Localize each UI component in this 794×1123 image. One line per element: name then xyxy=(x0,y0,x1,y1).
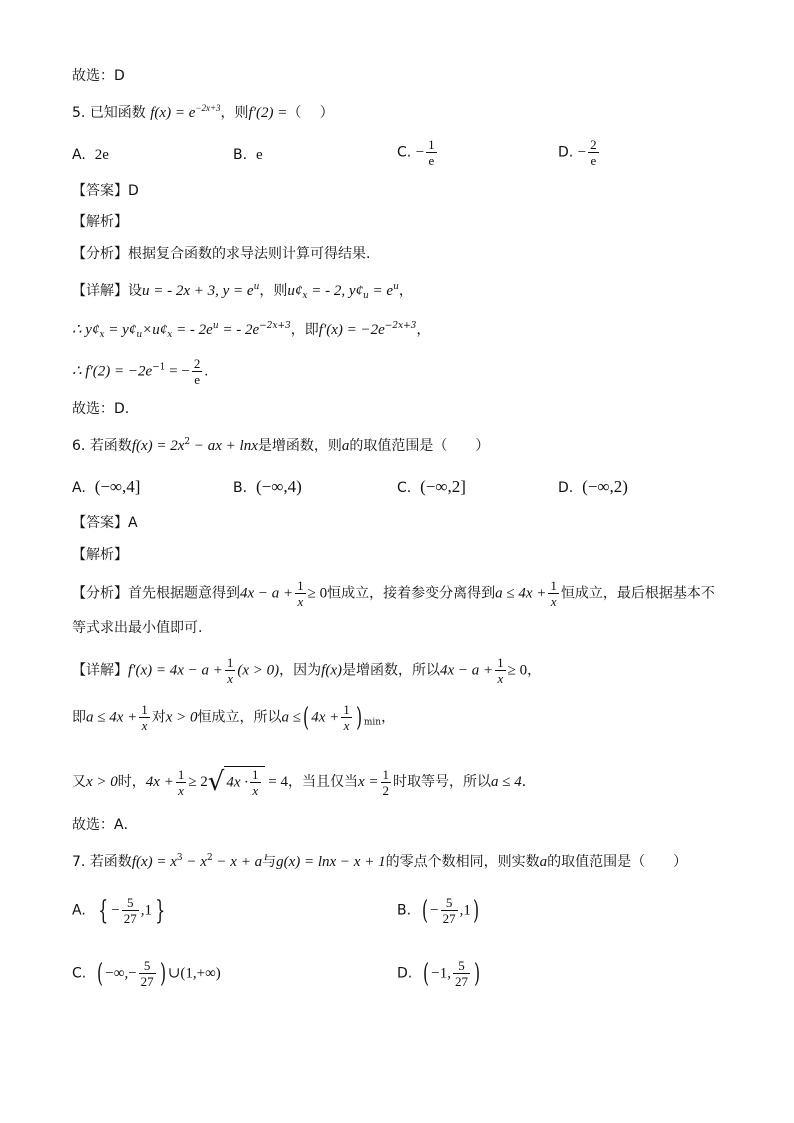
q6-option-d: D. (−∞,2) xyxy=(558,477,628,496)
q5-paren: （ ） xyxy=(287,105,334,121)
q6-detail-3: 又x > 0时，4x + $\frac{1}{x}$ ≥ 2√ 4x · $\frac{1}{x}$ = 4，当且仅当x = $\frac{1}{2}$ 时取等号，所以a ≤ 4． xyxy=(72,766,536,798)
q5-detail-2: ∴ $y¢_x$ = $y¢_u\times u¢_x$ = - $2e^u$ = - $2e^{-2x+3}$，即$f'(x) = -2e^{-2x+3}$， xyxy=(72,321,431,340)
q5-jiexi: 【解析】 xyxy=(72,214,128,230)
q6-option-c: C. (−∞,2] xyxy=(397,477,466,496)
q5-option-d: D. − $\frac{2}{e}$ xyxy=(558,137,597,168)
q5-stem xyxy=(72,103,334,123)
q5-analysis: 【分析】根据复合函数的求导法则计算可得结果. xyxy=(72,246,371,262)
q6-detail-2: 即a ≤ 4x + $\frac{1}{x}$ 对x > 0恒成立，所以a ≤( 4x + $\frac{1}{x}$ ) $_{min}$， xyxy=(72,702,396,733)
q7-stem: 7. 若函数$f(x) = x^3 - x^2 - x + a$与g(x) = lnx − x + 1的零点个数相同，则实数a的取值范围是（ ） xyxy=(72,853,688,870)
q5-number: 5. xyxy=(72,105,90,121)
q4-conclusion: 故选：D xyxy=(72,68,125,84)
q6-analysis-cont: 等式求出最小值即可. xyxy=(72,620,203,636)
q6-option-b: B. (−∞,4) xyxy=(233,477,302,496)
q7-option-a: A. { − $\frac{5}{27}$ ,1 } xyxy=(72,895,166,926)
q5-answer: 【答案】D xyxy=(72,183,139,199)
q5-option-a: A. 2e xyxy=(72,147,109,163)
q5-detail-3: ∴ $f'(2) = -2e^{-1}$ = − $\frac{2}{e}$ . xyxy=(72,356,209,387)
q5-function: $f(x) = e^{-2x+3}$ xyxy=(150,103,221,121)
q6-stem: 6. 若函数$f(x) = 2x^2$ − ax + lnx是增函数，则a的取值范围是（ ） xyxy=(72,437,490,454)
q5-option-b: B. e xyxy=(233,147,263,163)
q6-detail-1: 【详解】f′(x) = 4x − a + $\frac{1}{x}$ (x > 0)，因为f(x)是增函数，所以4x − a + $\frac{1}{x}$ ≥ 0， xyxy=(72,655,542,686)
q6-analysis: 【分析】首先根据题意得到4x − a + $\frac{1}{x}$ ≥ 0恒成立，接着参变分离得到a ≤ 4x + $\frac{1}{x}$ 恒成立，最后根据基本不 xyxy=(72,578,715,609)
q6-answer: 【答案】A xyxy=(72,515,138,531)
q5-stem-mid: ，则 xyxy=(220,105,249,121)
q5-conclusion: 故选：D. xyxy=(72,401,130,417)
q7-option-c: C. ( −∞,− $\frac{5}{27}$ ) ∪(1,+∞) xyxy=(72,958,221,989)
q6-option-a: A. (−∞,4] xyxy=(72,477,141,496)
q5-detail-1: 【详解】设u = - 2x + 3, $y = e^u$，则$u¢_x$ = - 2, $y¢_u = e^u$， xyxy=(72,282,413,301)
q7-option-b: B. ( − $\frac{5}{27}$ ,1) xyxy=(397,895,479,926)
q5-ask: f′(2) = xyxy=(248,105,288,121)
q5-stem-text: 已知函数 xyxy=(89,105,146,121)
q7-option-d: D. ( −1, $\frac{5}{27}$ ) xyxy=(397,958,481,989)
q5-option-c: C. − $\frac{1}{e}$ xyxy=(397,137,435,168)
q6-conclusion: 故选：A． xyxy=(72,817,138,833)
q6-jiexi: 【解析】 xyxy=(72,547,128,563)
